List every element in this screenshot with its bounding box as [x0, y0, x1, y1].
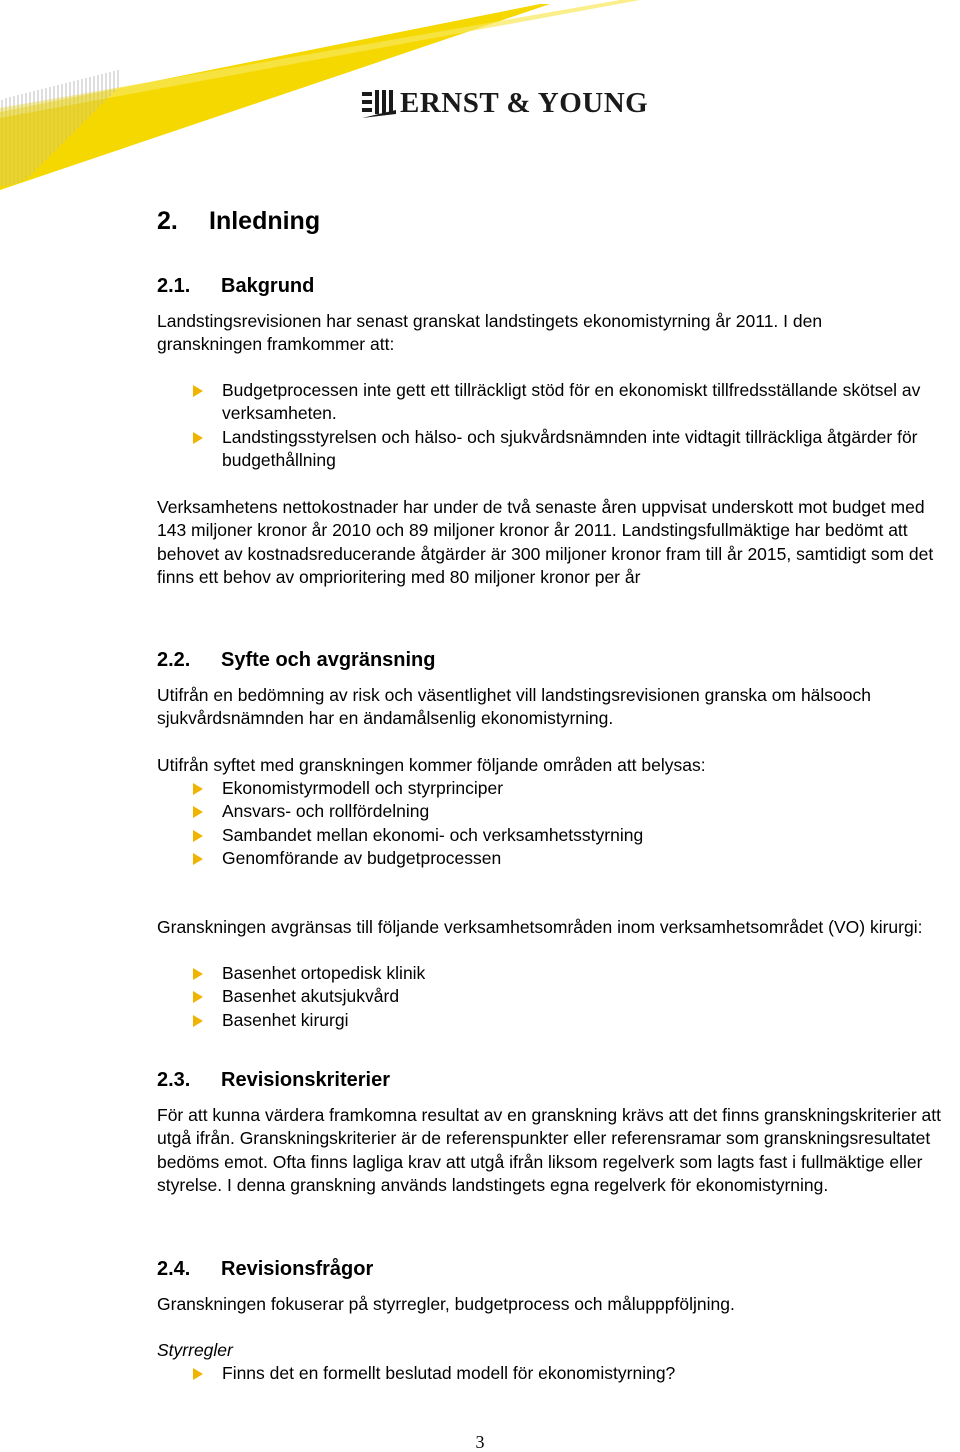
- section-number: 2.4.: [157, 1258, 191, 1280]
- ey-logo: [362, 88, 648, 118]
- page-number: 3: [475, 1432, 485, 1452]
- bakgrund-paragraph: Verksamhetens nettokostnader har under de två senaste åren uppvisat underskott mot budget med 143 miljoner kronor år 2010 och 89 miljoner kronor år 2011. Landstingsfullmäktige har bedömt att behovet av kostnadsreducerande åtgärder är 300 miljoner kronor fram till år 2015, samtidigt som det finns ett behov av omprioritering med 80 miljoner kronor per år: [157, 497, 934, 588]
- bakgrund-bullet-list: [157, 379, 927, 473]
- list-item: Basenhet akutsjukvård: [157, 985, 927, 1008]
- section-title: Syfte och avgränsning: [221, 649, 436, 671]
- section-title: Revisionsfrågor: [221, 1258, 374, 1280]
- section-number: 2.1.: [157, 275, 191, 297]
- ey-logo-mark-icon: [362, 88, 396, 118]
- section-heading-revisionskriterier: [157, 1068, 390, 1092]
- list-item: Sambandet mellan ekonomi- och verksamhetsstyrning: [157, 824, 927, 847]
- list-item: Basenhet ortopedisk klinik: [157, 962, 927, 985]
- logo-wordmark: ERNST & YOUNG: [400, 87, 649, 119]
- section-heading-bakgrund: [157, 274, 314, 298]
- syfte-bullet-list-1: [157, 777, 927, 871]
- section-title: Revisionskriterier: [221, 1069, 390, 1091]
- list-item: Ekonomistyrmodell och styrprinciper: [157, 777, 927, 800]
- syfte-bullet-list-2: [157, 962, 927, 1032]
- syfte-paragraph-2: Utifrån syftet med granskningen kommer följande områden att belysas:: [157, 755, 706, 775]
- styrregler-subheading: Styrregler: [157, 1340, 233, 1360]
- section-number: 2.3.: [157, 1069, 191, 1091]
- list-item: Ansvars- och rollfördelning: [157, 800, 927, 823]
- section-title: Bakgrund: [221, 275, 315, 297]
- section-number: 2.2.: [157, 649, 191, 671]
- chapter-title: Inledning: [209, 207, 321, 235]
- styrregler-bullet-list: [157, 1362, 927, 1385]
- syfte-paragraph-1: Utifrån en bedömning av risk och väsentlighet vill landstingsrevisionen granska om hälsooch sjukvårdsnämnden har en ändamålsenlig ekonomistyrning.: [157, 685, 871, 729]
- list-item: Basenhet kirurgi: [157, 1009, 927, 1032]
- revisionskriterier-paragraph: För att kunna värdera framkomna resultat av en granskning krävs att det finns granskningskriterier att utgå ifrån. Granskningskriterier är de referenspunkter eller referensramar som granskningsresultatet bedöms emot. Ofta finns lagliga krav att utgå ifrån liksom regelverk som lagts fast i fullmäktige eller styrelse. I denna granskning används landstingets egna regelverk för ekonomistyrning.: [157, 1105, 941, 1196]
- chapter-number: 2.: [157, 207, 178, 235]
- list-item: Budgetprocessen inte gett ett tillräckligt stöd för en ekonomiskt tillfredsställande skötsel av verksamheten.: [157, 379, 927, 426]
- list-item: Landstingsstyrelsen och hälso- och sjukvårdsnämnden inte vidtagit tillräckliga åtgärder för budgethållning: [157, 426, 927, 473]
- section-heading-revisionsfragor: [157, 1257, 373, 1281]
- bakgrund-intro: Landstingsrevisionen har senast granskat landstingets ekonomistyrning år 2011. I den granskningen framkommer att:: [157, 311, 823, 355]
- list-item: Genomförande av budgetprocessen: [157, 847, 927, 870]
- revisionsfragor-paragraph: Granskningen fokuserar på styrregler, budgetprocess och målupppföljning.: [157, 1294, 735, 1314]
- list-item: Finns det en formellt beslutad modell för ekonomistyrning?: [157, 1362, 927, 1385]
- section-heading-syfte: [157, 648, 436, 672]
- syfte-paragraph-3: Granskningen avgränsas till följande verksamhetsområden inom verksamhetsområdet (VO) kirurgi:: [157, 917, 923, 937]
- chapter-heading: [157, 206, 320, 236]
